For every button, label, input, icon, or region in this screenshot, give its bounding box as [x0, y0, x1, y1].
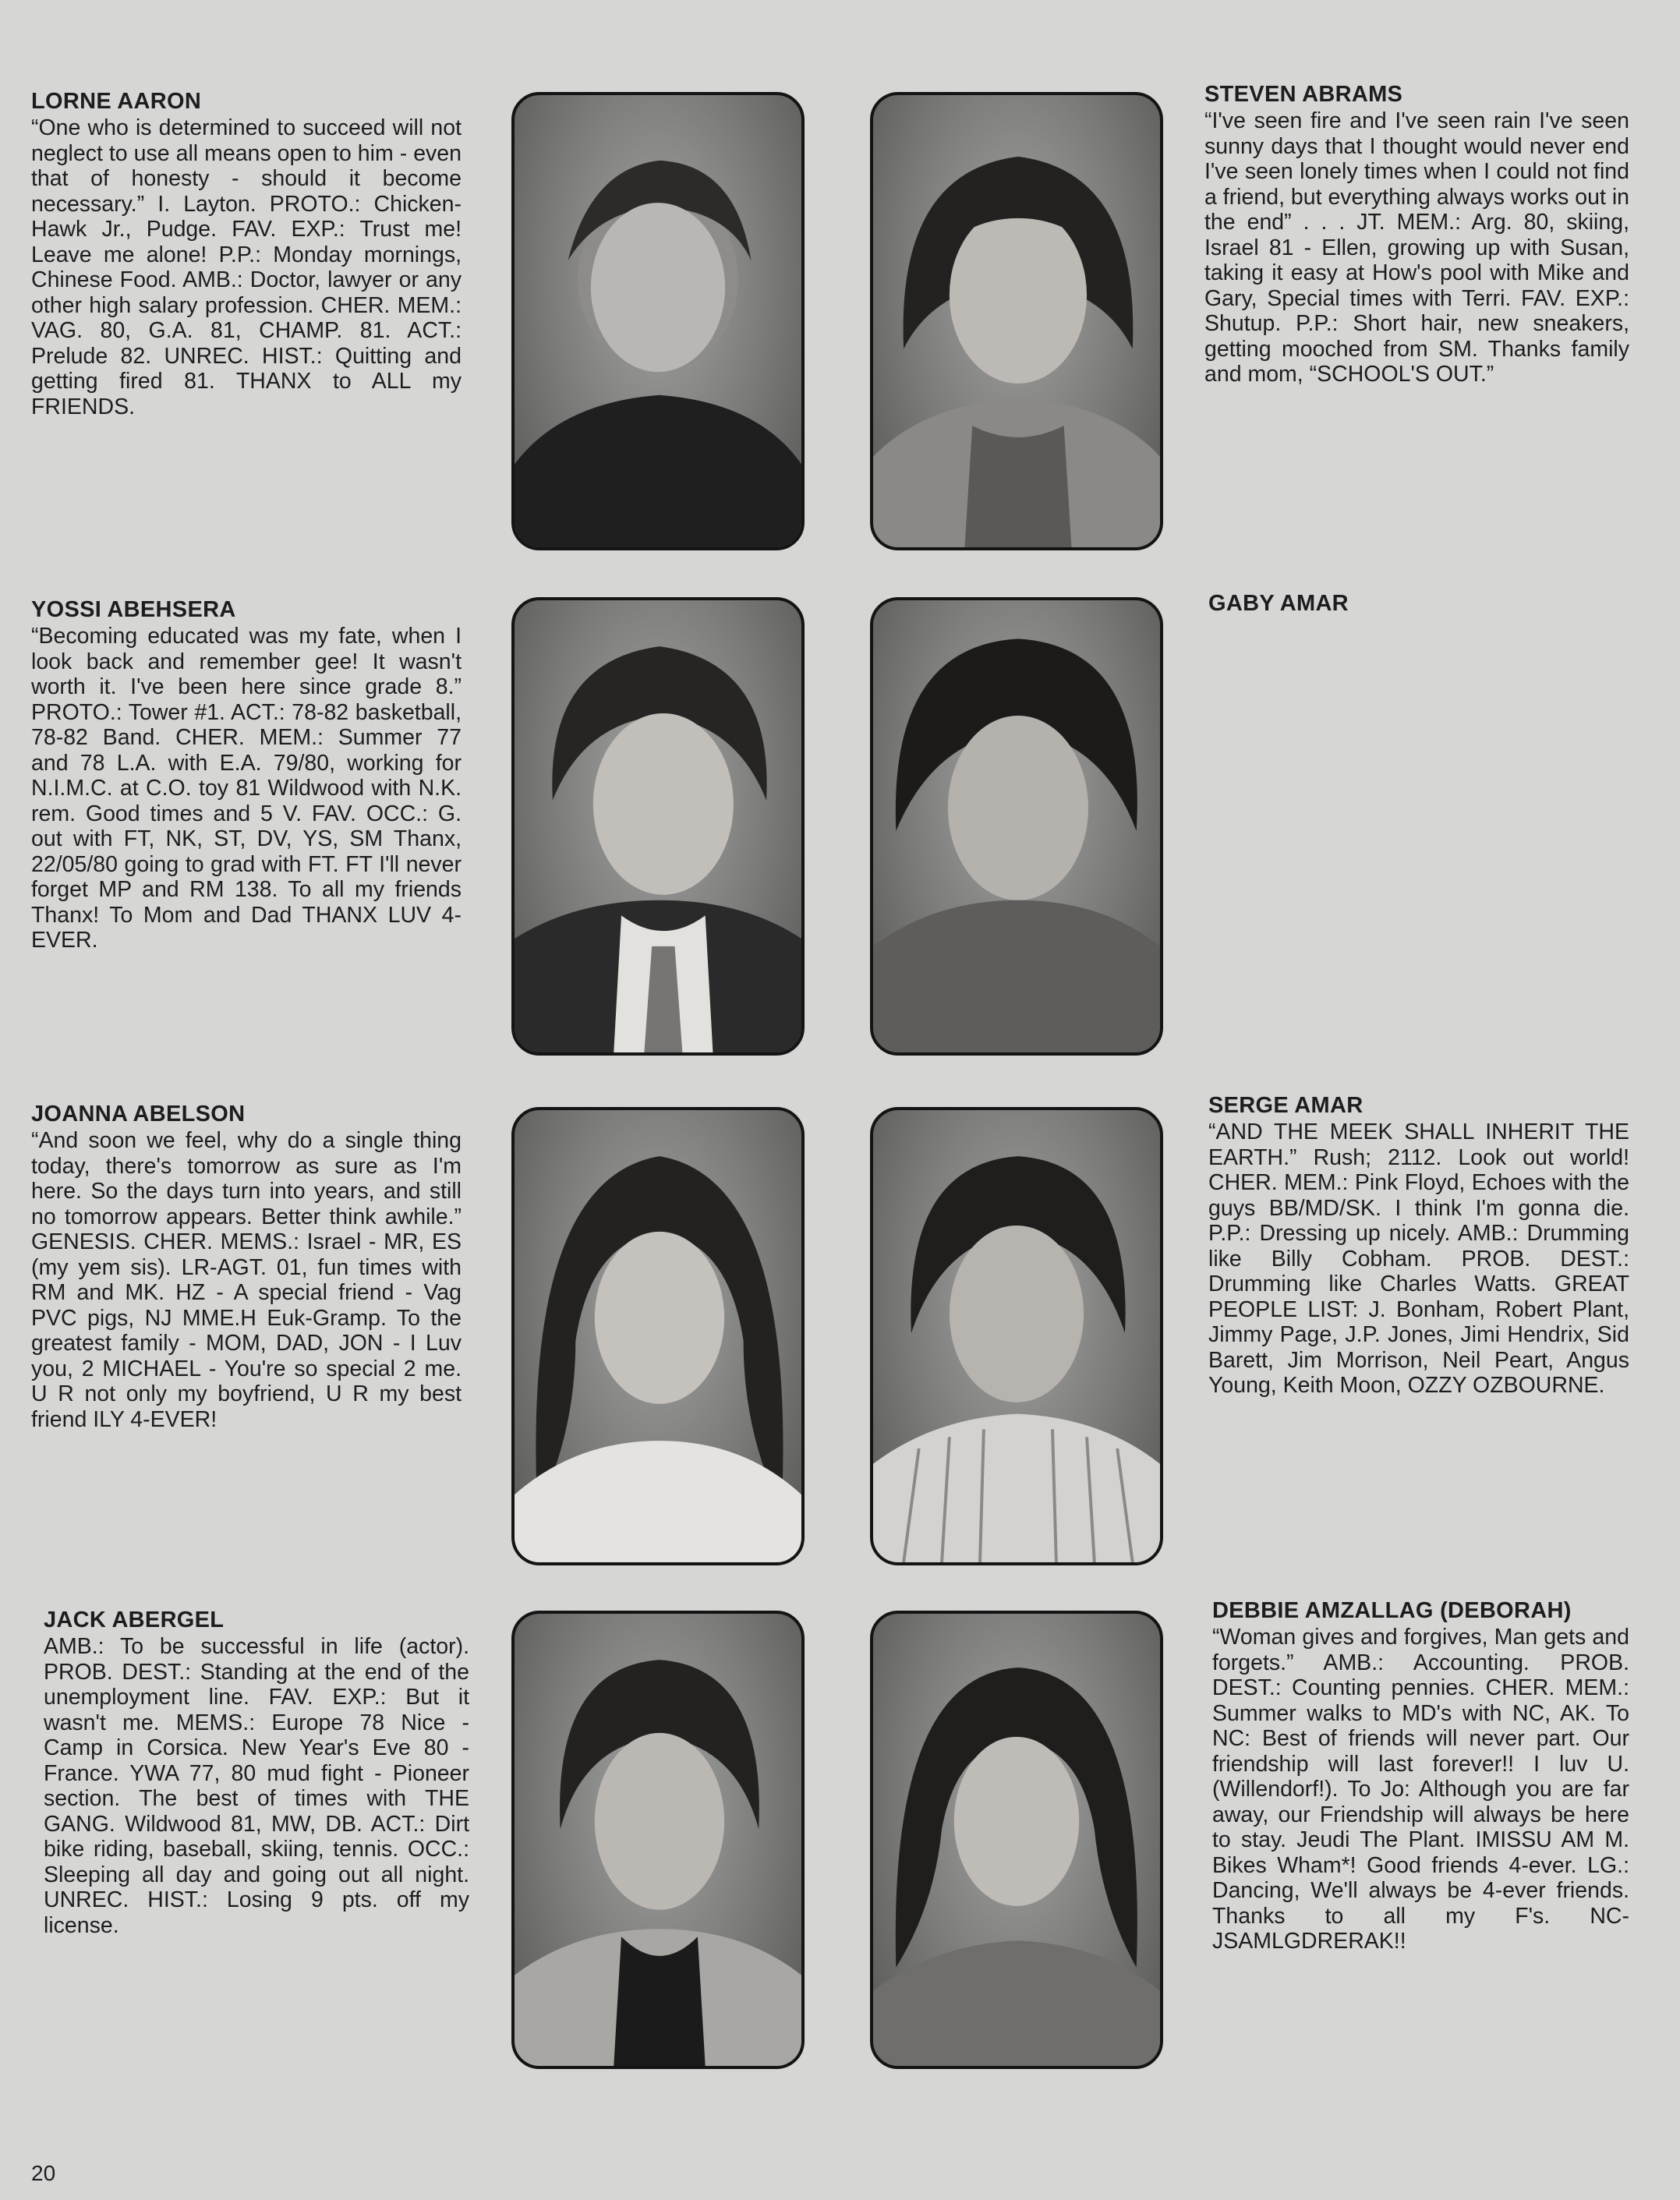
student-name: SERGE AMAR — [1208, 1093, 1363, 1118]
student-name: JOANNA ABELSON — [31, 1102, 246, 1127]
student-entry-yossi-abehsera — [31, 597, 462, 953]
student-bio: AMB.: To be successful in life (actor). PROB. DEST.: Standing at the end of the unemployment line. FAV. EXP.: But it wasn't me. MEMS.: Europe 78 Nice - Camp in Corsica. New Year's Eve 80 - France. YWA 77, 80 mud fight - Pioneer section. The best of times with THE GANG. Wildwood 81, MW, DB. ACT.: Dirt bike riding, baseball, skiing, tennis. OCC.: Sleeping all day and going out all night. UNREC. HIST.: Losing 9 pts. off my license. — [44, 1634, 469, 1938]
student-name: JACK ABERGEL — [44, 1608, 225, 1632]
student-entry-steven-abrams — [1204, 82, 1629, 387]
student-photo-lorne-aaron — [511, 92, 805, 550]
student-photo-yossi-abehsera — [511, 597, 805, 1056]
student-entry-gaby-amar — [1208, 591, 1629, 617]
student-name: GABY AMAR — [1208, 591, 1349, 616]
student-bio: “AND THE MEEK SHALL INHERIT THE EARTH.” Rush; 2112. Look out world! CHER. MEM.: Pink Floyd, Echoes with the guys BB/MD/SK. I think I'm gonna die. P.P.: Dressing up nicely. AMB.: Drumming like Billy Cobham. PROB. DEST.: Drumming like Charles Watts. GREAT PEOPLE LIST: J. Bonham, Robert Plant, Jimmy Page, J.P. Jones, Jimi Hendrix, Sid Barett, Jim Morrison, Neil Peart, Angus Young, Keith Moon, OZZY OZBOURNE. — [1208, 1119, 1629, 1398]
student-photo-debbie-amzallag — [870, 1611, 1163, 2069]
student-bio: “I've seen fire and I've seen rain I've seen sunny days that I thought would never end I've seen lonely times when I could not find a friend, but everything always works out in the end” . . . JT. MEM.: Arg. 80, skiing, Israel 81 - Ellen, growing up with Susan, taking it easy at How's pool with Mike and Gary, Special times with Terri. FAV. EXP.: Shutup. P.P.: Short hair, new sneakers, getting mooched from SM. Thanks family and mom, “SCHOOL'S OUT.” — [1204, 108, 1629, 387]
student-photo-gaby-amar — [870, 597, 1163, 1056]
student-entry-debbie-amzallag — [1212, 1598, 1629, 1954]
student-bio: “Woman gives and forgives, Man gets and forgets.” AMB.: Accounting. PROB. DEST.: Counting pennies. CHER. MEM.: Summer walks to MD's with NC, AK. To NC: Best of friends will never part. Our friendship will last forever!! I luv U. (Willendorf!). To Jo: Although you are far away, our Friendship will always be here to stay. Jeudi The Plant. IMISSU AM M. Bikes Wham*! Good friends 4-ever. LG.: Dancing, We'll always be 4-ever friends. Thanks to all my F's. NC-JSAMLGDRERAK!! — [1212, 1625, 1629, 1954]
page-number: 20 — [31, 2161, 56, 2185]
student-entry-joanna-abelson — [31, 1102, 462, 1432]
student-name: DEBBIE AMZALLAG (DEBORAH) — [1212, 1598, 1572, 1623]
student-name: STEVEN ABRAMS — [1204, 82, 1403, 107]
student-photo-joanna-abelson — [511, 1107, 805, 1565]
student-bio: “One who is determined to succeed will not neglect to use all means open to him - even that of honesty - should it become necessary.” I. Layton. PROTO.: Chicken-Hawk Jr., Pudge. FAV. EXP.: Trust me! Leave me alone! P.P.: Monday mornings, Chinese Food. AMB.: Doctor, lawyer or any other high salary profession. CHER. MEM.: VAG. 80, G.A. 81, CHAMP. 81. ACT.: Prelude 82. UNREC. HIST.: Quitting and getting fired 81. THANX to ALL my FRIENDS. — [31, 115, 462, 419]
student-name: LORNE AARON — [31, 89, 202, 114]
student-entry-jack-abergel — [44, 1608, 469, 1938]
student-photo-steven-abrams — [870, 92, 1163, 550]
student-bio: “Becoming educated was my fate, when I look back and remember gee! It wasn't worth it. I've been here since grade 8.” PROTO.: Tower #1. ACT.: 78-82 basketball, 78-82 Band. CHER. MEM.: Summer 77 and 78 L.A. with E.A. 79/80, working for N.I.M.C. at C.O. toy 81 Wildwood with N.K. rem. Good times and 5 V. FAV. OCC.: G. out with FT, NK, ST, DV, YS, SM Thanx, 22/05/80 going to grad with FT. FT I'll never forget MP and RM 138. To all my friends Thanx! To Mom and Dad THANX LUV 4-EVER. — [31, 624, 462, 953]
student-bio: “And soon we feel, why do a single thing today, there's tomorrow as sure as I'm here. So the days turn into years, and still no tomorrow appears. Better think awhile.” GENESIS. CHER. MEMS.: Israel - MR, ES (my yem sis). LR-AGT. 01, fun times with RM and MK. HZ - A special friend - Vag PVC pigs, NJ MME.H Euk-Gramp. To the greatest family - MOM, DAD, JON - I Luv you, 2 MICHAEL - You're so special 2 me. U R not only my boyfriend, U R my best friend ILY 4-EVER! — [31, 1128, 462, 1432]
student-name: YOSSI ABEHSERA — [31, 597, 236, 622]
student-photo-jack-abergel — [511, 1611, 805, 2069]
student-photo-serge-amar — [870, 1107, 1163, 1565]
student-entry-serge-amar — [1208, 1093, 1629, 1399]
student-entry-lorne-aaron — [31, 89, 462, 419]
